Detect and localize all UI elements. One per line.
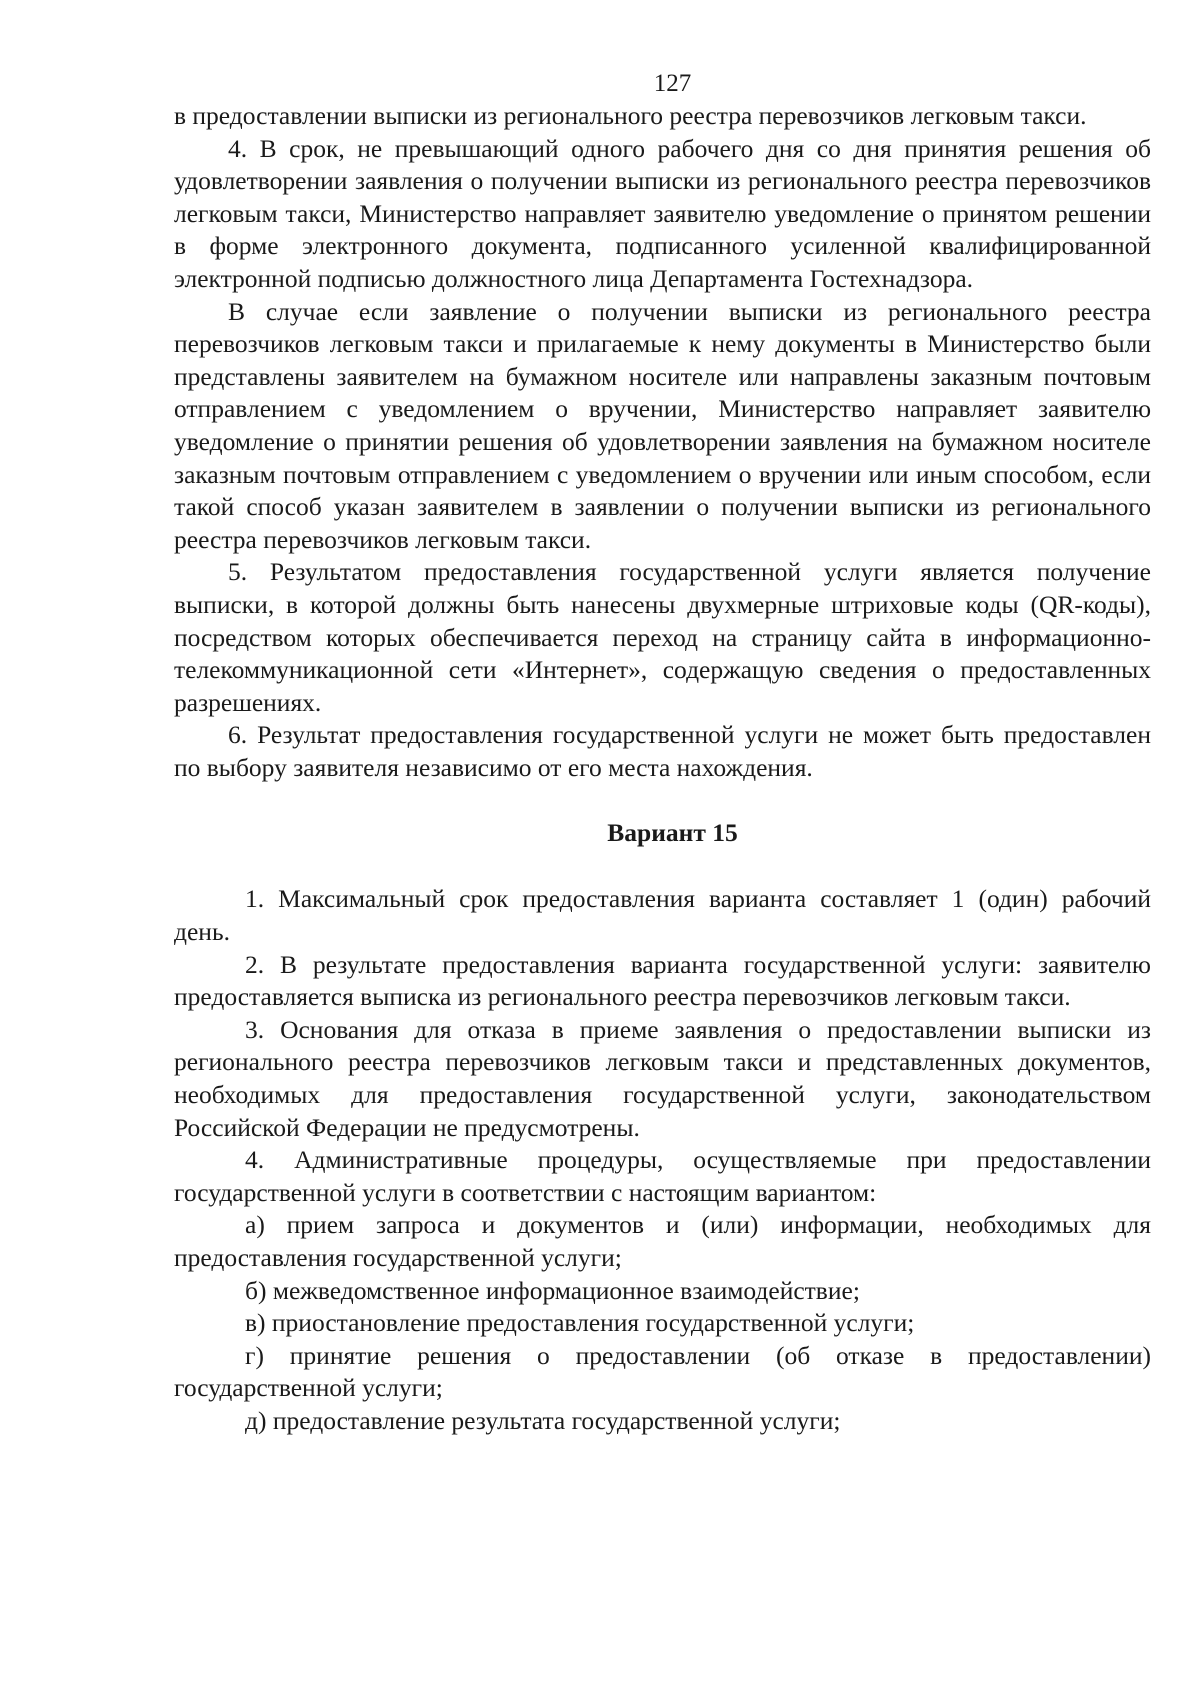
list-item-a: а) прием запроса и документов и (или) информации, необходимых для предоставления государственной услуги; xyxy=(174,1210,1151,1272)
list-item-g: г) принятие решения о предоставлении (об отказе в предоставлении) государственной услуги; xyxy=(174,1340,1151,1403)
paragraph-item-4-notification: 4. В срок, не превышающий одного рабочего дня со дня принятия решения об удовлетворении заявления о получении выписки из регионального реестра перевозчиков легковым такси, Министерство направляет заявителю уведомление о принятом решении в форме электронного документа, подписанного усиленной квалифицированной электронной подписью должностного лица Департамента Гостехнадзора. xyxy=(174,133,1151,293)
paragraph-paper-submission: В случае если заявление о получении выписки из регионального реестра перевозчиков легковым такси и прилагаемые к нему документы в Министерство были представлены заявителем на бумажном носителе или направлены заказным почтовым отправлением с уведомлением о вручении, Министерство направляет заявителю уведомление о принятии решения об удовлетворении заявления на бумажном носителе заказным почтовым отправлением с уведомлением о вручении или иным способом, если такой способ указан заявителем в заявлении о получении выписки из регионального реестра перевозчиков легковым такси. xyxy=(174,296,1151,554)
document-page xyxy=(174,68,1151,1438)
paragraph-item-5-result: 5. Результатом предоставления государственной услуги является получение выписки, в которой должны быть нанесены двухмерные штриховые коды (QR-коды), посредством которых обеспечивается переход на страницу сайта в информационно-телекоммуникационной сети «Интернет», содержащую сведения о предоставленных разрешениях. xyxy=(174,557,1151,717)
list-item-v: в) приостановление предоставления государственной услуги; xyxy=(245,1308,915,1338)
paragraph-item-1-max-term: 1. Максимальный срок предоставления варианта составляет 1 (один) рабочий день. xyxy=(174,884,1151,947)
paragraph-item-6-result-location: 6. Результат предоставления государственной услуги не может быть предоставлен по выбору заявителя независимо от его места нахождения. xyxy=(174,720,1151,782)
page-number: 127 xyxy=(653,70,692,97)
section-heading: Вариант 15 xyxy=(607,818,738,848)
paragraph-item-2-result: 2. В результате предоставления варианта государственной услуги: заявителю предоставляется выписка из регионального реестра перевозчиков легковым такси. xyxy=(174,949,1151,1012)
paragraph-item-4-procedures: 4. Административные процедуры, осуществляемые при предоставлении государственной услуги в соответствии с настоящим вариантом: xyxy=(174,1145,1151,1207)
paragraph-continuation: в предоставлении выписки из регионального реестра перевозчиков легковым такси. xyxy=(174,101,1087,130)
list-item-d: д) предоставление результата государственной услуги; xyxy=(245,1405,841,1435)
paragraph-item-3-refusal-grounds: 3. Основания для отказа в приеме заявления о предоставлении выписки из регионального реестра перевозчиков легковым такси и представленных документов, необходимых для предоставления государственной услуги, законодательством Российской Федерации не предусмотрены. xyxy=(174,1014,1151,1142)
list-item-b: б) межведомственное информационное взаимодействие; xyxy=(245,1275,860,1305)
